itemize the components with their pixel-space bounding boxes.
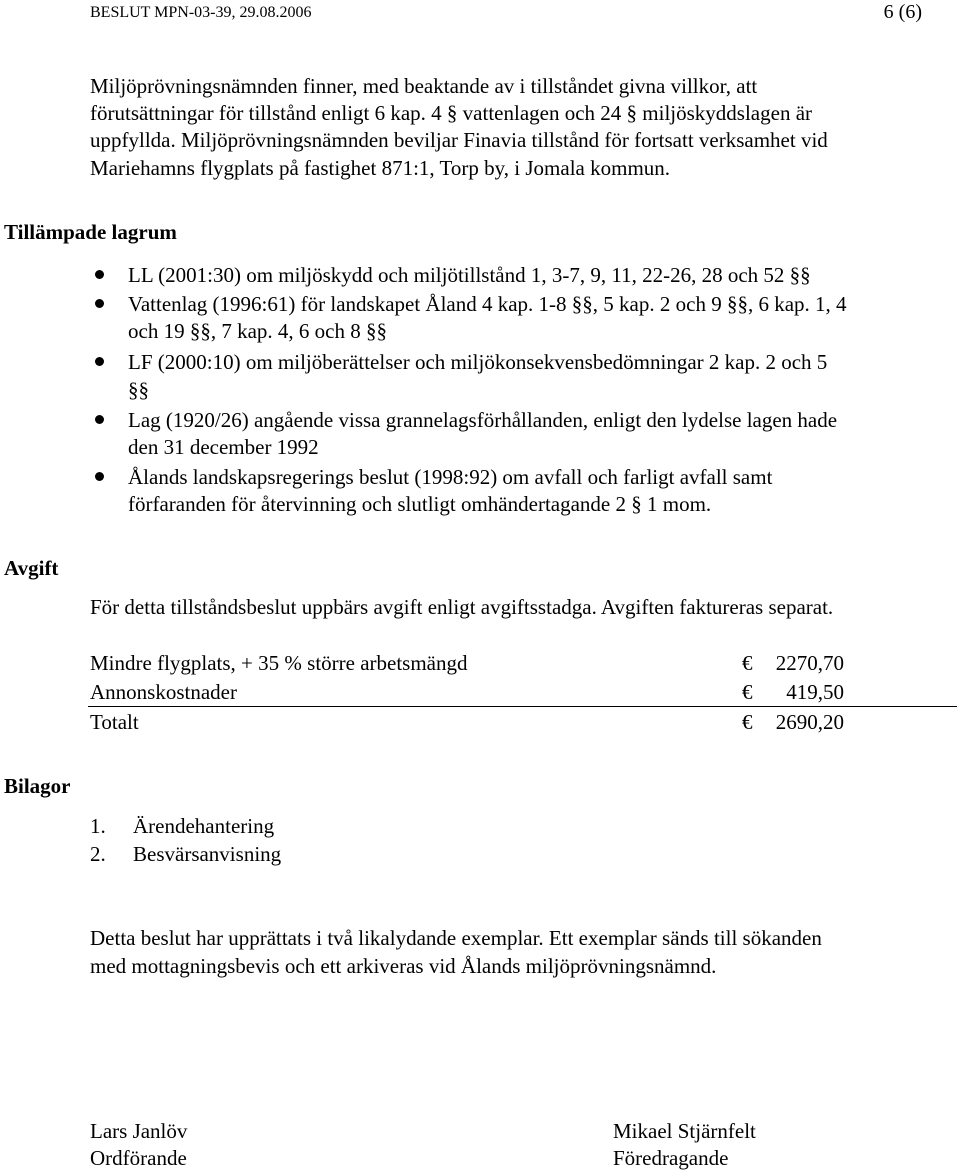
lagrum-item: Ålands landskapsregerings beslut (1998:92) om avfall och farligt avfall samt: [128, 465, 773, 489]
total-amount: 2690,20: [775, 710, 844, 734]
avgift-text: För detta tillståndsbeslut uppbärs avgift enligt avgiftsstadga. Avgiften faktureras separat.: [90, 595, 834, 619]
page-number: 6 (6): [883, 1, 922, 23]
bullet-icon: [95, 299, 104, 308]
bullet-icon: [95, 270, 104, 279]
euro-icon: €: [742, 651, 753, 675]
fee-label: Mindre flygplats, + 35 % större arbetsmängd: [90, 651, 468, 675]
bullet-icon: [95, 415, 104, 424]
section-heading-lagrum: Tillämpade lagrum: [4, 220, 177, 244]
lagrum-item-continued: förfaranden för återvinning och slutligt omhändertagande 2 § 1 mom.: [128, 492, 712, 516]
bullet-icon: [95, 357, 104, 366]
closing-line: Detta beslut har upprättats i två likalydande exemplar. Ett exemplar sänds till sökanden: [90, 926, 822, 950]
intro-line: Mariehamns flygplats på fastighet 871:1, Torp by, i Jomala kommun.: [90, 156, 671, 180]
closing-line: med mottagningsbevis och ett arkiveras vid Ålands miljöprövningsnämnd.: [90, 954, 717, 978]
fee-amount: 419,50: [786, 680, 844, 704]
lagrum-item-continued: §§: [128, 378, 149, 402]
euro-icon: €: [742, 680, 753, 704]
bilaga-label: Besvärsanvisning: [133, 842, 282, 866]
bullet-icon: [95, 472, 104, 481]
bilaga-number: 2.: [90, 842, 106, 866]
euro-icon: €: [742, 710, 753, 734]
signature-name: Mikael Stjärnfelt: [613, 1119, 756, 1143]
lagrum-item: Lag (1920/26) angående vissa grannelagsförhållanden, enligt den lydelse lagen hade: [128, 408, 838, 432]
signature-role: Ordförande: [90, 1146, 187, 1170]
signature-name: Lars Janlöv: [90, 1119, 188, 1143]
lagrum-item: Vattenlag (1996:61) för landskapet Åland 4 kap. 1-8 §§, 5 kap. 2 och 9 §§, 6 kap. 1, 4: [128, 292, 847, 316]
intro-line: uppfyllda. Miljöprövningsnämnden beviljar Finavia tillstånd för fortsatt verksamhet vid: [90, 128, 828, 152]
document-reference: BESLUT MPN-03-39, 29.08.2006: [90, 4, 312, 21]
lagrum-item-continued: den 31 december 1992: [128, 435, 319, 459]
intro-line: förutsättningar för tillstånd enligt 6 kap. 4 § vattenlagen och 24 § miljöskyddslagen är: [90, 101, 813, 125]
fee-label: Annonskostnader: [90, 680, 237, 704]
section-heading-avgift: Avgift: [4, 556, 59, 580]
signature-role: Föredragande: [613, 1146, 729, 1170]
total-divider: [88, 706, 957, 707]
lagrum-item: LF (2000:10) om miljöberättelser och miljökonsekvensbedömningar 2 kap. 2 och 5: [128, 350, 828, 374]
bilaga-label: Ärendehantering: [133, 814, 275, 838]
total-label: Totalt: [90, 710, 139, 734]
section-heading-bilagor: Bilagor: [4, 774, 71, 798]
intro-line: Miljöprövningsnämnden finner, med beaktande av i tillståndet givna villkor, att: [90, 74, 758, 98]
bilaga-number: 1.: [90, 814, 106, 838]
fee-amount: 2270,70: [775, 651, 844, 675]
lagrum-item-continued: och 19 §§, 7 kap. 4, 6 och 8 §§: [128, 319, 387, 343]
lagrum-item: LL (2001:30) om miljöskydd och miljötillstånd 1, 3-7, 9, 11, 22-26, 28 och 52 §§: [128, 263, 811, 287]
